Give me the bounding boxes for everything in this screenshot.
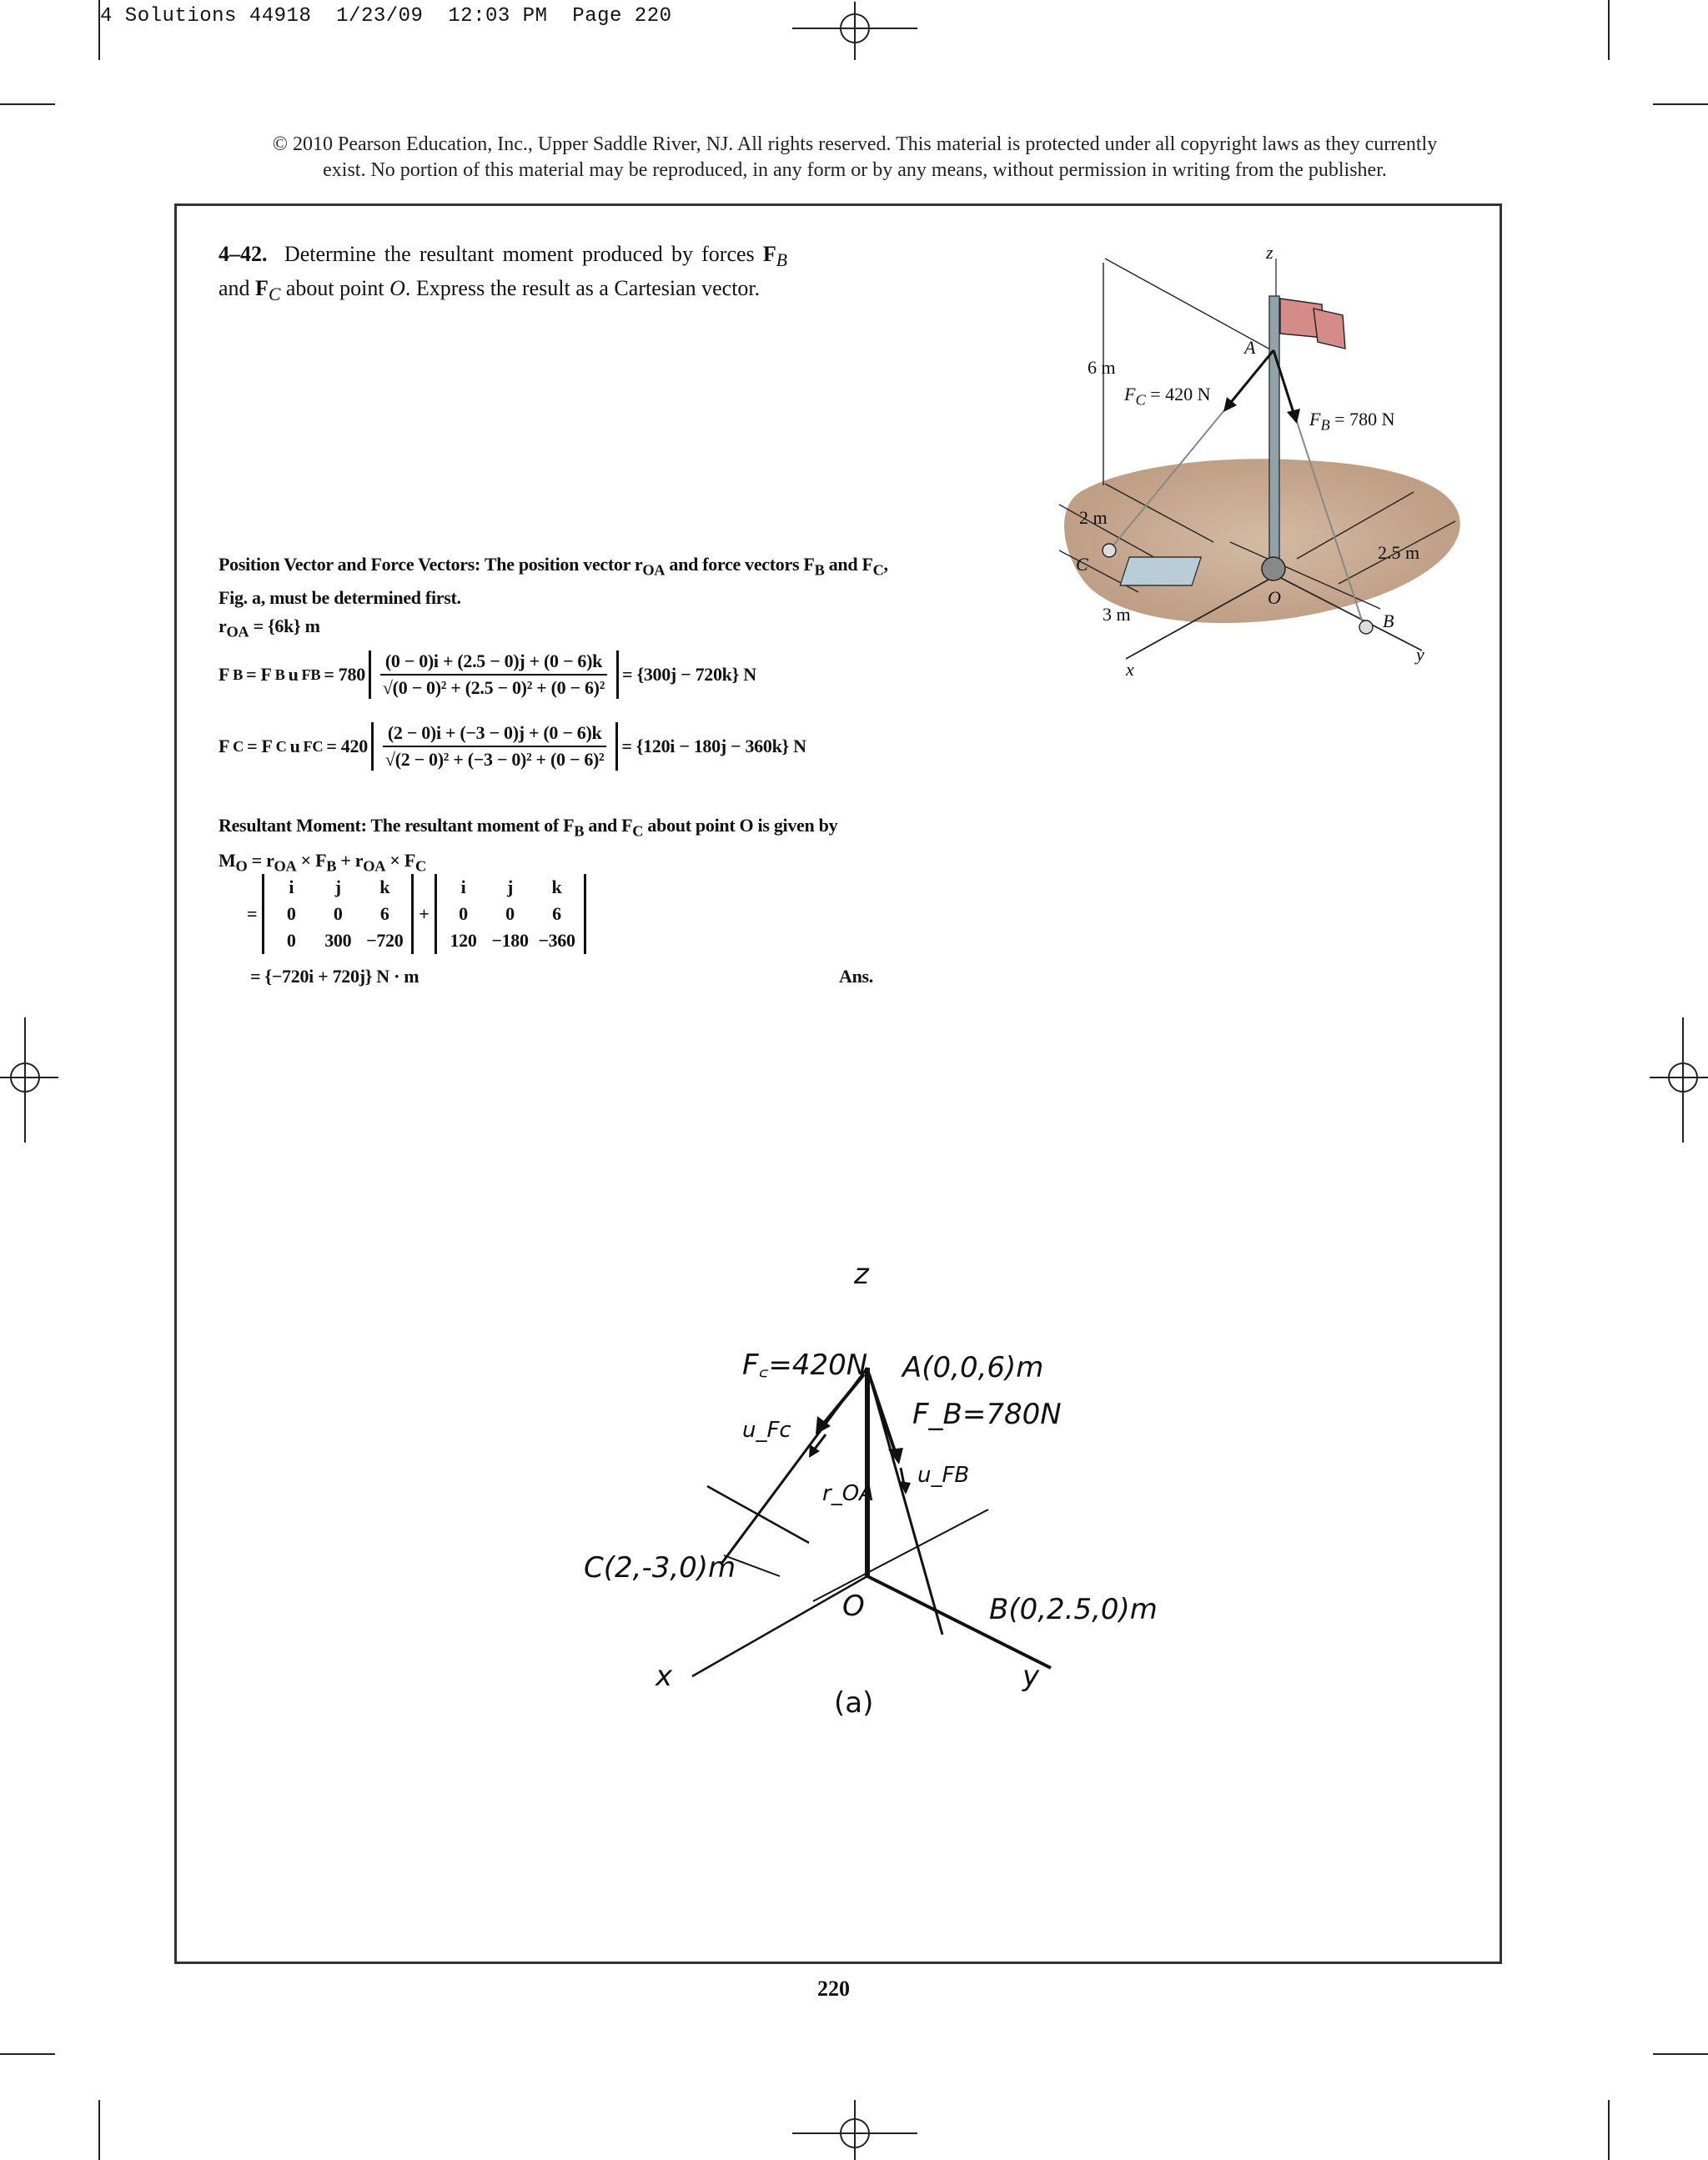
print-slug: 4 Solutions 44918 1/23/09 12:03 PM Page 220 xyxy=(100,5,672,28)
equation-result: = {120i − 180j − 360k} N xyxy=(621,736,806,756)
sketch-unit-vector-fb: u_FB xyxy=(917,1463,970,1488)
crop-mark xyxy=(1653,2053,1708,2055)
crop-mark xyxy=(0,103,55,105)
fraction xyxy=(378,651,610,699)
page-number: 220 xyxy=(817,1977,850,2001)
sketch-point-c: C(2,-3,0)m xyxy=(584,1551,736,1585)
bracket xyxy=(369,651,619,699)
subscript: C xyxy=(414,857,426,875)
equation-text: + r xyxy=(336,850,364,872)
solution-text: about point O is given by xyxy=(643,815,838,836)
sketch-axis-x: x xyxy=(656,1660,673,1693)
axis-label-y: y xyxy=(1416,644,1424,665)
section-heading: Position Vector and Force Vectors: xyxy=(219,554,481,575)
denominator: √(0 − 0)² + (2.5 − 0)² + (0 − 6)² xyxy=(382,677,605,698)
solution-line: Fig. a, must be determined first. xyxy=(219,587,461,609)
crop-mark xyxy=(0,2053,55,2055)
sketch-axis-z: z xyxy=(854,1258,869,1291)
solution-text: , xyxy=(883,554,888,575)
problem-text: and xyxy=(219,276,256,301)
axis-label-x: x xyxy=(1126,659,1134,680)
problem-number: 4–42. xyxy=(219,242,268,266)
plus-sign: + xyxy=(419,903,430,924)
equation-text: = F xyxy=(247,736,273,756)
vector-symbol: M xyxy=(219,850,236,872)
equation-text: = r xyxy=(247,850,274,872)
determinant-cell: i xyxy=(289,877,294,897)
denominator: √(2 − 0)² + (−3 − 0)² + (0 − 6)² xyxy=(384,749,605,770)
bracket xyxy=(371,722,618,771)
determinant-cell: −180 xyxy=(491,930,529,951)
subscript: C xyxy=(632,822,644,840)
sketch-point-b: B(0,2.5,0)m xyxy=(989,1593,1158,1626)
sketch-point-a: A(0,0,6)m xyxy=(902,1351,1044,1384)
vector-symbol: r xyxy=(219,615,227,637)
subscript: B xyxy=(776,250,787,271)
magnitude: = 780 xyxy=(324,664,365,685)
problem-statement xyxy=(219,240,787,309)
subscript: FC xyxy=(303,737,324,755)
determinant-cell: −360 xyxy=(538,930,575,951)
determinant-cell: 0 xyxy=(333,903,343,924)
numerator: (0 − 0)i + (2.5 − 0)j + (0 − 6)k xyxy=(380,651,607,676)
determinant-cell: 120 xyxy=(450,930,477,951)
determinant-cell: 0 xyxy=(505,903,515,924)
force-symbol: F xyxy=(762,242,776,266)
sketch-position-vector: r_OA xyxy=(822,1481,874,1506)
figure-caption: (a) xyxy=(834,1686,874,1720)
equation-value: = {6k} m xyxy=(253,615,320,637)
subscript: B xyxy=(574,822,585,840)
crop-mark xyxy=(1653,103,1708,105)
determinant-expression xyxy=(247,874,586,954)
solution-text: and F xyxy=(824,554,873,575)
unit-vector-symbol: u xyxy=(288,664,299,685)
solution-text: The position vector r xyxy=(480,554,643,575)
determinant-cell: j xyxy=(506,877,514,897)
fc-equation xyxy=(219,716,806,777)
subscript: OA xyxy=(363,857,386,875)
copyright-line: exist. No portion of this material may be reproduced, in any form or by any means, without permission in writing from the publisher. xyxy=(323,159,1387,181)
determinant-cell: k xyxy=(551,877,562,897)
determinant-cell: i xyxy=(460,877,466,897)
solution-intro xyxy=(219,550,969,646)
point-label-b: B xyxy=(1383,610,1394,631)
force-label-fc xyxy=(1124,384,1210,409)
numerator: (2 − 0)i + (−3 − 0)j + (0 − 6)k xyxy=(383,722,607,747)
problem-text: . Express the result as a Cartesian vector. xyxy=(404,276,761,301)
sketch-force-fc: F꜀=420N xyxy=(742,1349,868,1382)
subscript: C xyxy=(1135,391,1146,409)
determinant-cell: 0 xyxy=(286,903,296,924)
free-body-sketch xyxy=(584,1301,1218,1735)
subscript: C xyxy=(872,561,884,579)
force-symbol: F xyxy=(1124,384,1136,404)
registration-mark-icon xyxy=(0,1017,58,1143)
problem-text: about point xyxy=(280,276,390,301)
subscript: C xyxy=(233,737,244,755)
subscript: B xyxy=(814,561,825,579)
axis-label-z: z xyxy=(1266,242,1273,263)
registration-mark-icon xyxy=(792,2,917,60)
equation-text: × F xyxy=(385,850,415,872)
determinant-cell: 6 xyxy=(379,903,389,924)
copyright-line: © 2010 Pearson Education, Inc., Upper Saddle River, NJ. All rights reserved. This material is protected under all copyright laws as they currently xyxy=(272,133,1438,155)
force-value: = 420 N xyxy=(1145,384,1211,404)
equals-sign: = xyxy=(247,903,258,924)
force-label-fb xyxy=(1309,409,1394,434)
dimension-2m: 2 m xyxy=(1079,507,1108,528)
fraction xyxy=(380,722,609,771)
determinant-cell: 6 xyxy=(552,903,561,924)
solution-line xyxy=(219,811,969,846)
subscript: B xyxy=(326,857,337,875)
determinant xyxy=(435,874,586,954)
subscript: OA xyxy=(226,623,249,640)
subscript: B xyxy=(233,666,244,683)
vector-symbol: F xyxy=(219,664,230,685)
subscript: OA xyxy=(274,857,297,875)
subscript: FB xyxy=(301,666,321,683)
registration-mark-icon xyxy=(792,2100,917,2160)
subscript: C xyxy=(268,284,281,305)
determinant-cell: −720 xyxy=(366,930,404,951)
equation-text: = F xyxy=(246,664,272,685)
solution-text: and force vectors F xyxy=(665,554,815,575)
problem-text: Determine the resultant moment produced by forces xyxy=(284,242,763,266)
subscript: B xyxy=(274,666,285,683)
subscript: B xyxy=(1320,416,1330,434)
determinant-cell: k xyxy=(379,877,390,897)
dimension-6m: 6 m xyxy=(1088,357,1116,378)
determinant-cell: 0 xyxy=(286,930,296,951)
unit-vector-symbol: u xyxy=(289,736,300,756)
dimension-3m: 3 m xyxy=(1103,604,1131,625)
solution-text: and F xyxy=(584,815,633,836)
resultant-moment-intro xyxy=(219,811,969,882)
determinant-cell: 0 xyxy=(459,903,468,924)
point-symbol: O xyxy=(389,276,405,301)
answer-label: Ans. xyxy=(839,966,873,987)
sketch-force-fb: F_B=780N xyxy=(912,1398,1062,1431)
solution-text: The resultant moment of F xyxy=(366,815,575,836)
point-label-c: C xyxy=(1076,554,1088,575)
determinant-cell: j xyxy=(334,877,341,897)
subscript: O xyxy=(235,857,248,875)
crop-mark xyxy=(1608,0,1610,60)
sketch-axis-y: y xyxy=(1022,1660,1040,1693)
moment-result: = {−720i + 720j} N · m xyxy=(250,966,419,987)
dimension-2-5m: 2.5 m xyxy=(1378,542,1420,563)
section-heading: Resultant Moment: xyxy=(219,815,367,836)
equation-result: = {300j − 720k} N xyxy=(622,664,756,685)
registration-mark-icon xyxy=(1650,1017,1708,1143)
determinant-cell: 300 xyxy=(324,930,352,951)
point-label-a: A xyxy=(1244,337,1256,358)
determinant xyxy=(262,874,414,954)
sketch-origin: O xyxy=(842,1590,865,1623)
copyright-notice xyxy=(175,132,1535,183)
subscript: C xyxy=(275,737,287,755)
force-symbol: F xyxy=(255,276,269,301)
vector-symbol: F xyxy=(219,736,230,756)
crop-mark xyxy=(1608,2100,1610,2160)
solution-line xyxy=(219,550,969,584)
fb-equation xyxy=(219,644,756,706)
crop-mark xyxy=(98,2100,100,2160)
roa-equation xyxy=(219,612,969,645)
force-value: = 780 N xyxy=(1329,409,1395,429)
subscript: OA xyxy=(642,561,666,579)
force-symbol: F xyxy=(1309,409,1321,429)
magnitude: = 420 xyxy=(326,736,368,756)
sketch-unit-vector-fc: u_Fc xyxy=(742,1418,791,1443)
point-label-o: O xyxy=(1268,587,1281,608)
equation-text: × F xyxy=(296,850,327,872)
